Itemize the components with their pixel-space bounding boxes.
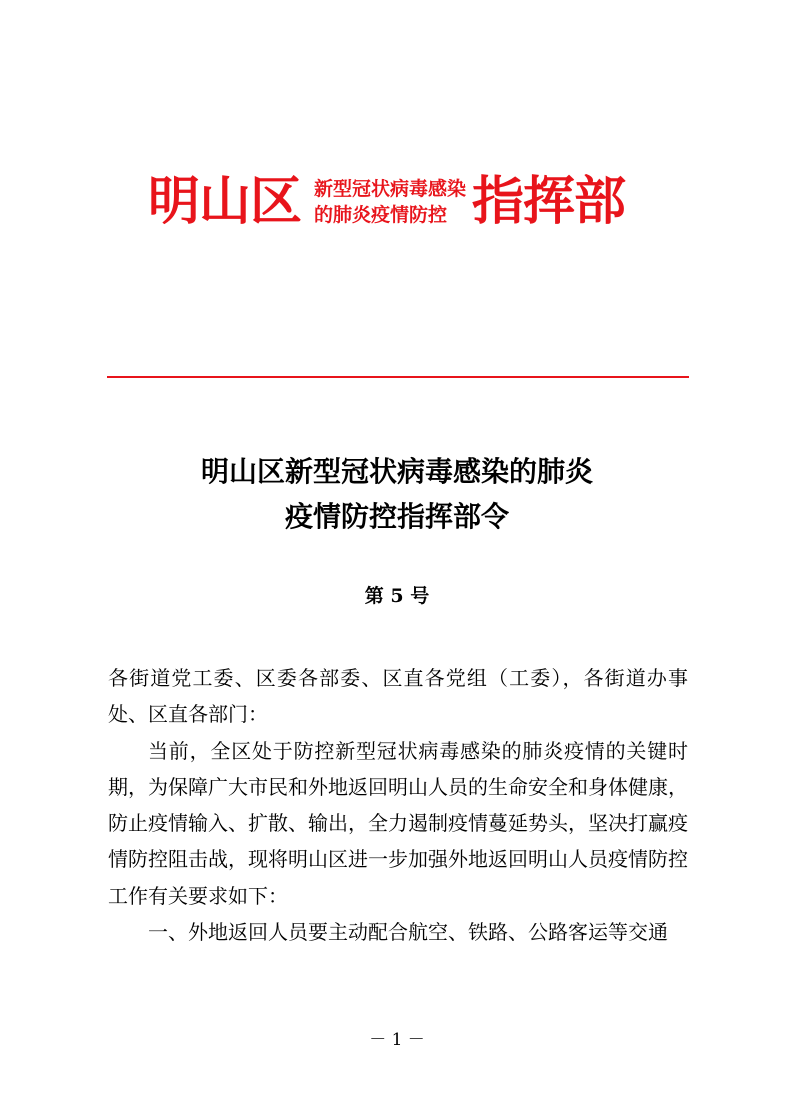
paragraph-intro: 当前，全区处于防控新型冠状病毒感染的肺炎疫情的关键时期，为保障广大市民和外地返回明山人员的生命安全和身体健康，防止疫情输入、扩散、输出，全力遏制疫情蔓延势头，坚决打赢疫情防控阻击战，现将明山区进一步加强外地返回明山人员疫情防控工作有关要求如下： xyxy=(108,738,688,908)
red-divider-line xyxy=(107,376,689,378)
document-number: 第 5 号 xyxy=(364,585,430,607)
paragraph-item-1: 一、外地返回人员要主动配合航空、铁路、公路客运等交通 xyxy=(148,920,668,945)
header-district-name: 明山区 xyxy=(148,171,302,232)
header-subtitle xyxy=(314,176,470,228)
header-command-name: 指挥部 xyxy=(472,171,626,232)
document-body xyxy=(108,660,688,950)
header-subtitle-line1: 新型冠状病毒感染 xyxy=(314,178,467,200)
header-subtitle-line2: 的肺炎疫情防控 xyxy=(314,204,448,226)
document-title-line2: 疫情防控指挥部令 xyxy=(284,500,509,533)
document-title-line1: 明山区新型冠状病毒感染的肺炎 xyxy=(200,455,593,488)
paragraph-recipients: 各街道党工委、区委各部委、区直各党组（工委），各街道办事处、区直各部门： xyxy=(108,666,688,727)
page-number: － 1 － xyxy=(369,1030,425,1050)
document-header xyxy=(148,166,648,238)
